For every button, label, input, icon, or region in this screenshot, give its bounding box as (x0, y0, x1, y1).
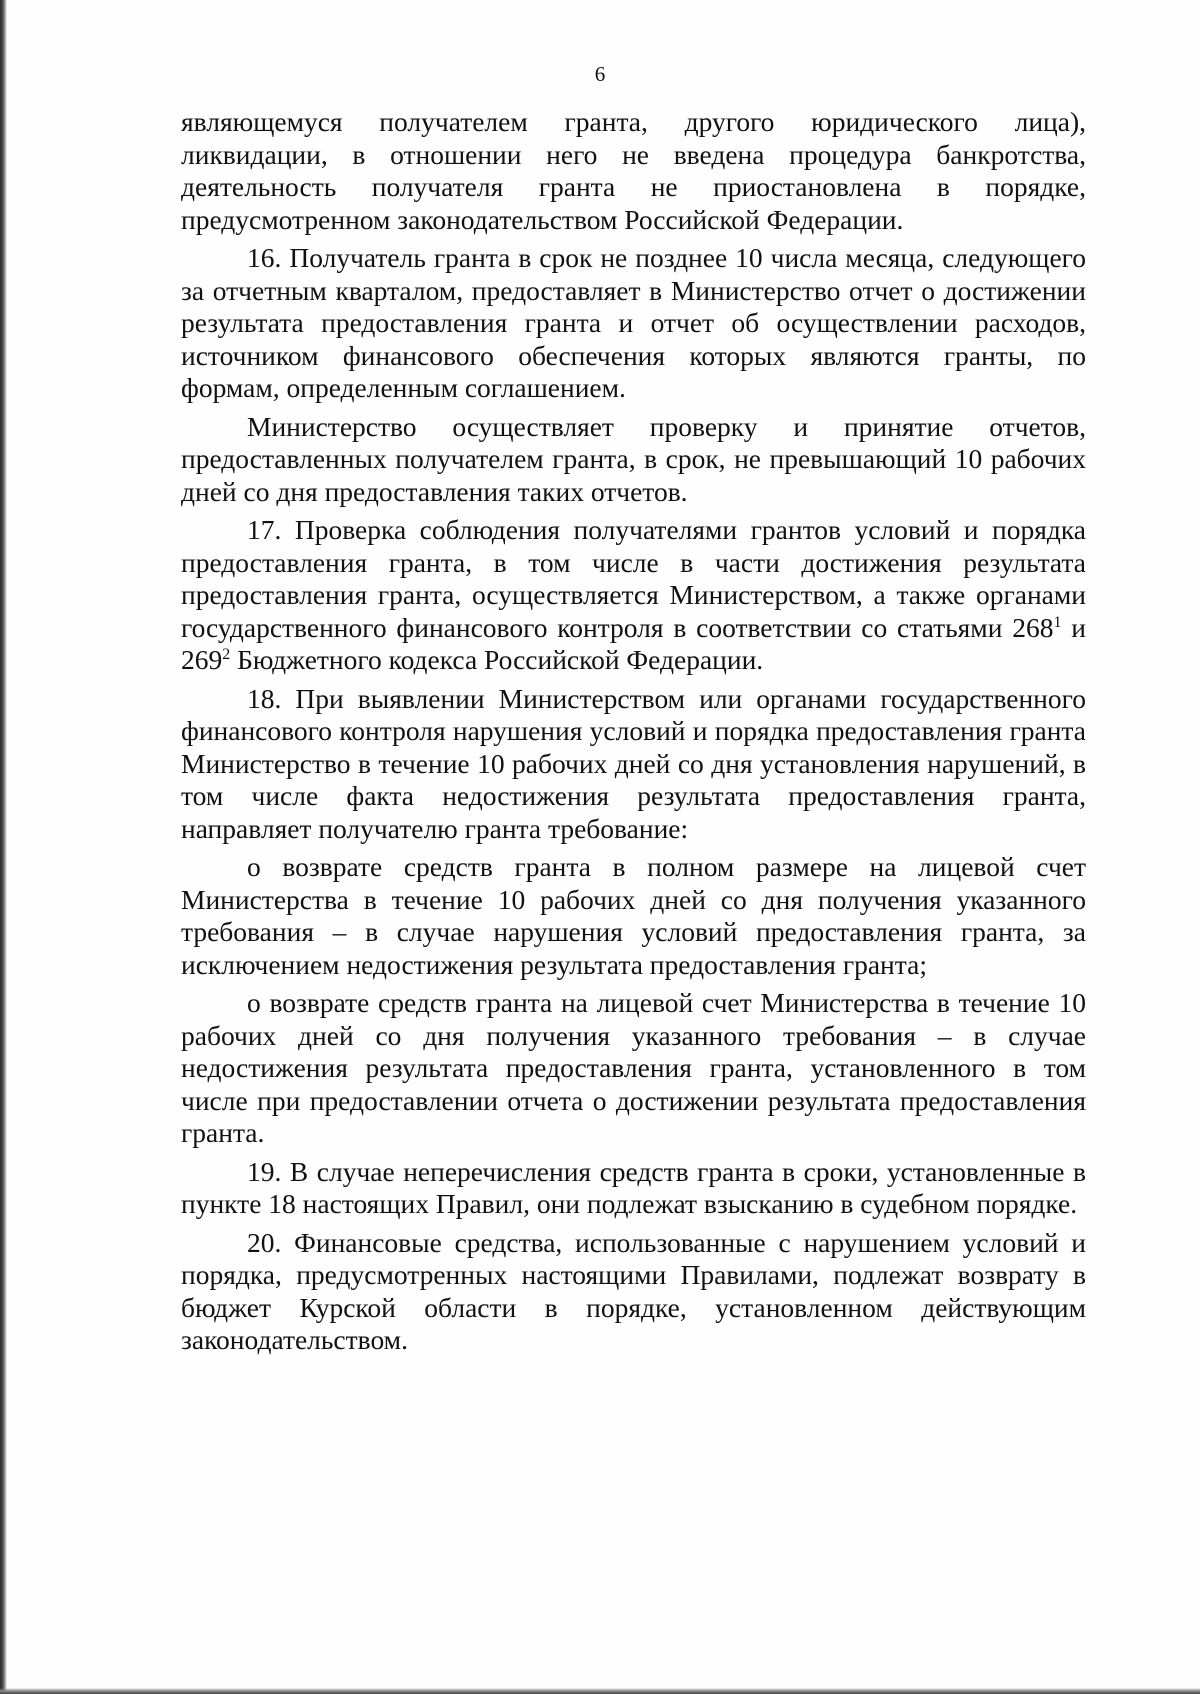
scan-edge-bottom (0, 1688, 1200, 1694)
page-number: 6 (594, 62, 606, 86)
paragraph-17-text-after: Бюджетного кодекса Российской Федерации. (230, 644, 764, 675)
paragraph-18: 18. При выявлении Министерством или органами государственного финансового контроля нарушения условий и порядка предоставления гранта Министерство в течение 10 рабочих дней со дня установления нарушений, в том числе факта недостижения результата предоставления гранта, направляет получателю гранта требование: (181, 682, 1086, 844)
paragraph-ministry-check: Министерство осуществляет проверку и принятие отчетов, предоставленных получателем гранта, в срок, не превышающий 10 рабочих дней со дня предоставления таких отчетов. (181, 410, 1086, 507)
paragraph-continuation: являющемуся получателем гранта, другого юридического лица), ликвидации, в отношении него не введена процедура банкротства, деятельность получателя гранта не приостановлена в порядке, предусмотренном законодательством Российской Федерации. (181, 106, 1086, 235)
paragraph-16: 16. Получатель гранта в срок не позднее 10 числа месяца, следующего за отчетным кварталом, предоставляет в Министерство отчет о достижении результата предоставления гранта и отчет об осуществлении расходов, источником финансового обеспечения которых являются гранты, по формам, определенным соглашением. (181, 242, 1086, 403)
scan-edge-left (0, 0, 7, 1694)
document-body (181, 106, 1086, 1363)
paragraph-20: 20. Финансовые средства, использованные с нарушением условий и порядка, предусмотренных настоящими Правилами, подлежат возврату в бюджет Курской области в порядке, установленном действующим законодательством. (181, 1226, 1086, 1355)
paragraph-19: 19. В случае неперечисления средств гранта в сроки, установленные в пункте 18 настоящих Правил, они подлежат взысканию в судебном порядке. (181, 1155, 1086, 1219)
paragraph-17-text-before: 17. Проверка соблюдения получателями грантов условий и порядка предоставления гранта, в том числе в части достижения результата предоставления гранта, осуществляется Министерством, а также органами государственного финансового контроля в соответствии со статьями 268 (181, 514, 1086, 643)
superscript-1: 1 (1053, 613, 1062, 631)
paragraph-18-item-full-return: о возврате средств гранта в полном размере на лицевой счет Министерства в течение 10 рабочих дней со дня получения указанного требования – в случае нарушения условий предоставления гранта, за исключением недостижения результата предоставления гранта; (181, 851, 1086, 980)
paragraph-17-text-middle: и 269 (181, 611, 1086, 675)
paragraph-17 (181, 514, 1086, 677)
paragraph-18-item-result-return: о возврате средств гранта на лицевой счет Министерства в течение 10 рабочих дней со дня получения указанного требования – в случае недостижения результата предоставления гранта, установленного в том числе при предоставлении отчета о достижении результата предоставления гранта. (181, 987, 1086, 1148)
superscript-2: 2 (222, 645, 231, 663)
